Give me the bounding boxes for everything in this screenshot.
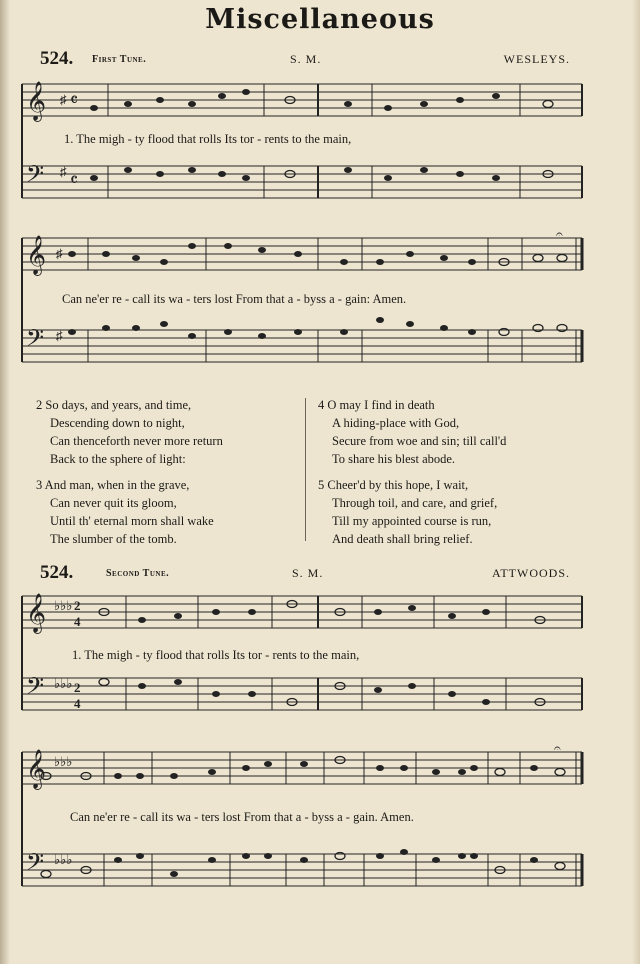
verse-5-line-4: And death shall bring relief.: [332, 532, 473, 546]
verse-5-line-2: Through toil, and care, and grief,: [332, 496, 498, 510]
svg-text:♭♭♭: ♭♭♭: [54, 852, 73, 867]
tune-label: Second Tune.: [106, 568, 170, 579]
hymn-number: 524.: [40, 48, 74, 69]
verse-2-line-1: 2 So days, and years, and time,: [36, 398, 192, 412]
verse-4-line-3: Secure from woe and sin; till call'd: [332, 434, 507, 448]
hymn-1-header: [40, 48, 570, 70]
verse-5-line-3: Till my appointed course is run,: [332, 514, 492, 528]
verse-3-line-1: 3 And man, when in the grave,: [36, 478, 190, 492]
composer-label: WESLEYS.: [503, 52, 570, 66]
verse-2-line-2: Descending down to night,: [50, 416, 185, 430]
flat-icon: ♭♭♭: [54, 676, 73, 691]
fermata-icon: 𝄐: [556, 232, 563, 241]
svg-text:♯: ♯: [56, 328, 63, 343]
svg-text:𝄢: 𝄢: [26, 850, 45, 881]
verse-4-line-2: A hiding-place with God,: [332, 416, 460, 430]
verse-divider: [305, 398, 306, 541]
page-section-title: Miscellaneous: [205, 4, 435, 35]
hymn-1-lyric-line-1: 1. The migh - ty flood that rolls Its tor - rents to the main,: [64, 132, 352, 146]
verses-left-column: [36, 396, 223, 548]
svg-text:2: 2: [74, 680, 81, 695]
time-signature: 4: [74, 614, 81, 629]
verse-4-line-1: 4 O may I find in death: [318, 398, 435, 412]
hymn-2-lyric-line-2: Can ne'er re - call its wa - ters lost From that a - byss a - gain. Amen.: [70, 810, 414, 824]
time-signature: 2: [74, 598, 81, 613]
common-time-icon: 𝄴: [70, 90, 79, 110]
svg-text:𝄞: 𝄞: [26, 751, 47, 788]
verse-3-line-3: Until th' eternal morn shall wake: [50, 514, 214, 528]
verse-2-line-3: Can thenceforth never more return: [50, 434, 223, 448]
hymn-2-header: [40, 562, 570, 584]
treble-clef-icon: 𝄞: [26, 83, 47, 120]
verse-5-line-1: 5 Cheer'd by this hope, I wait,: [318, 478, 469, 492]
hymn-1-system-2: [0, 232, 640, 382]
verses-right-column: [318, 396, 506, 548]
sharp-icon: ♯: [60, 164, 67, 179]
verse-2-line-4: Back to the sphere of light:: [50, 452, 186, 466]
svg-text:𝄢: 𝄢: [26, 674, 45, 705]
verse-4-line-4: To share his blest abode.: [332, 452, 456, 466]
hymn-2-lyric-line-1: 1. The migh - ty flood that rolls Its tor - rents to the main,: [72, 648, 360, 662]
verse-3-line-4: The slumber of the tomb.: [50, 532, 177, 546]
bass-clef-icon: 𝄢: [26, 162, 45, 193]
meter-label: S. M.: [290, 52, 322, 66]
verse-3-line-2: Can never quit its gloom,: [50, 496, 177, 510]
svg-text:𝄞: 𝄞: [26, 595, 47, 632]
common-time-icon: 𝄴: [70, 170, 79, 190]
svg-text:♭♭♭: ♭♭♭: [54, 754, 73, 769]
composer-label: ATTWOODS.: [492, 566, 570, 580]
hymn-1-lyric-line-2: Can ne'er re - call its wa - ters lost From that a - byss a - gain: Amen.: [62, 292, 407, 306]
fermata-icon: 𝄐: [554, 746, 561, 755]
sharp-icon: ♯: [60, 92, 67, 107]
tune-label: First Tune.: [92, 54, 147, 65]
svg-text:𝄞: 𝄞: [26, 237, 47, 274]
svg-text:♯: ♯: [56, 246, 63, 261]
svg-text:4: 4: [74, 696, 81, 711]
meter-label: S. M.: [292, 566, 324, 580]
flat-icon: ♭♭♭: [54, 598, 73, 613]
svg-text:𝄢: 𝄢: [26, 326, 45, 357]
hymn-number: 524.: [40, 562, 74, 583]
